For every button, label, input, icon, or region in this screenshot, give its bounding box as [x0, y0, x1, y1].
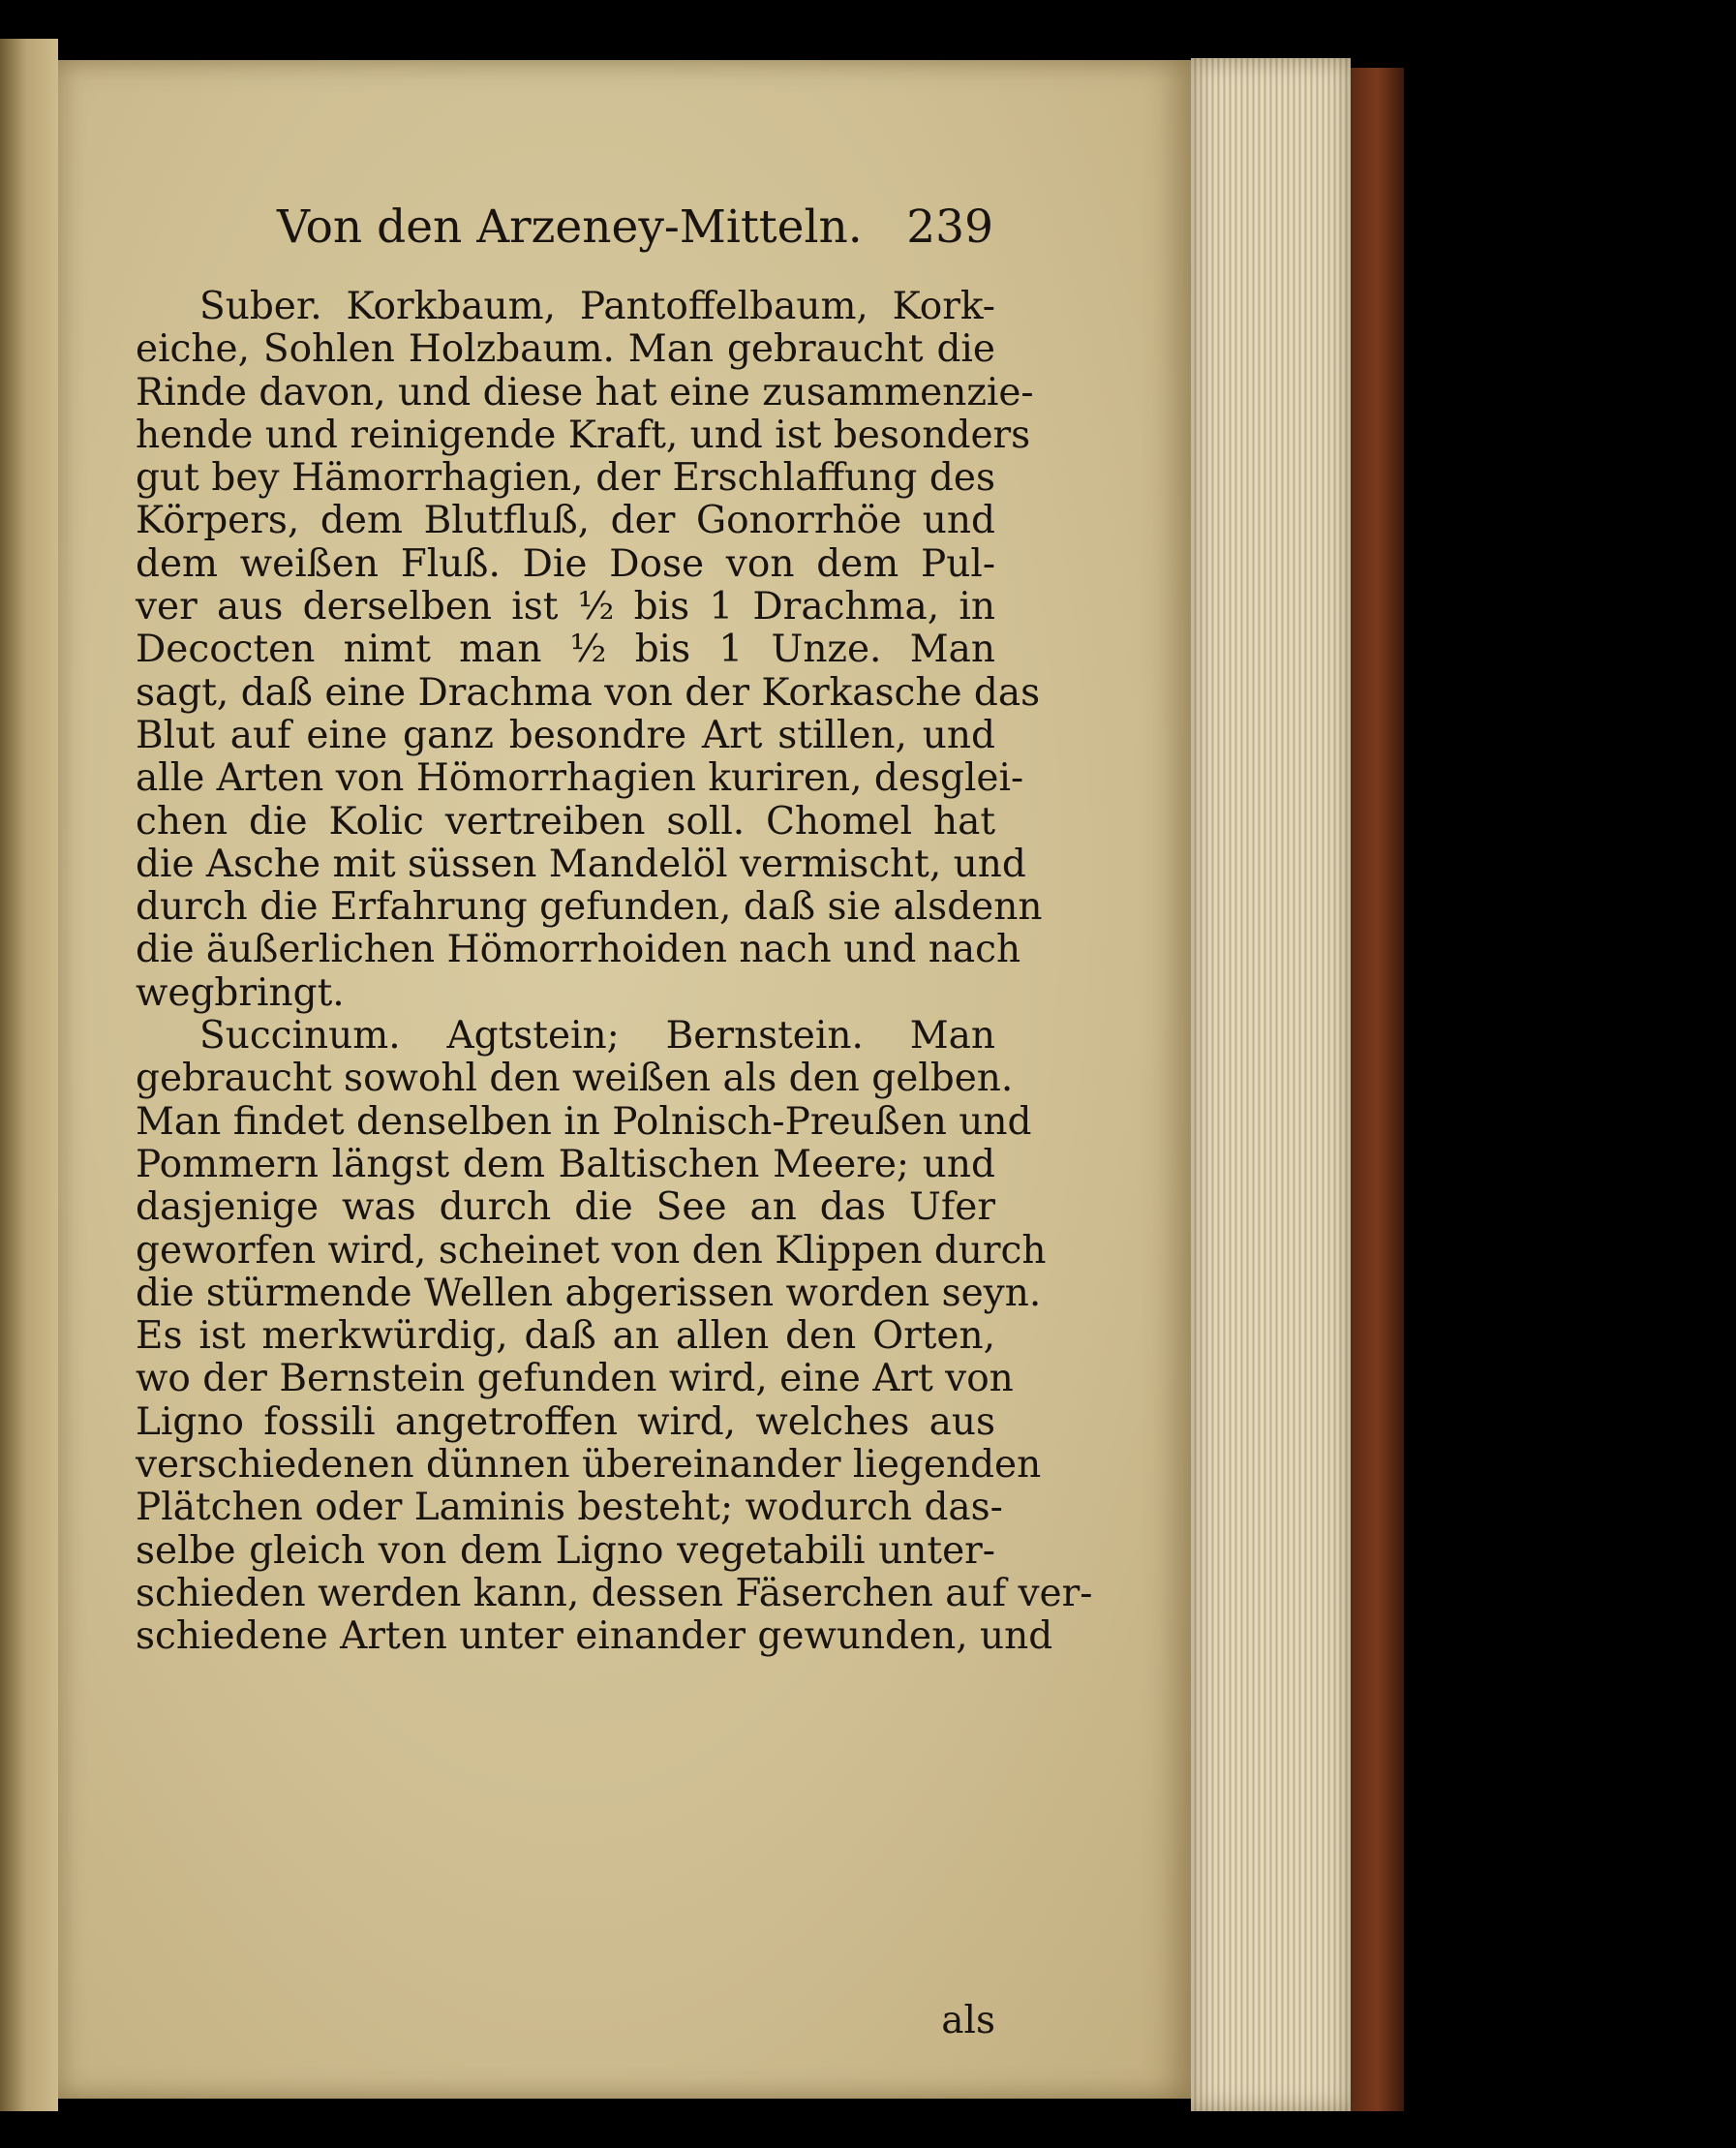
text-line: Plätchen oder Laminis besteht; wodurch das-	[136, 1486, 1003, 1530]
running-title: Von den Arzeney-Mitteln.	[277, 200, 863, 254]
page-number: 239	[906, 200, 993, 254]
page-header	[277, 194, 993, 261]
text-line: Man findet denselben in Polnisch-Preußen und	[136, 1099, 1032, 1144]
text-line: eiche, Sohlen Holzbaum. Man gebraucht die	[136, 327, 995, 372]
book-cover-edge	[1351, 68, 1404, 2111]
catchword: als	[941, 1999, 995, 2042]
text-line: geworfen wird, scheinet von den Klippen durch	[136, 1228, 1047, 1273]
text-line: wo der Bernstein gefunden wird, eine Art von	[136, 1357, 1014, 1401]
text-line: schieden werden kann, dessen Fäserchen auf ver-	[136, 1571, 1093, 1615]
text-line: Decocten nimt man ½ bis 1 Unze. Man	[136, 628, 995, 672]
text-line: wegbringt.	[136, 970, 345, 1015]
text-line: Rinde davon, und diese hat eine zusammenzie-	[136, 370, 1034, 414]
text-line: verschiedenen dünnen übereinander liegenden	[136, 1443, 1042, 1488]
text-line: Succinum. Agtstein; Bernstein. Man	[199, 1014, 995, 1059]
text-line: selbe gleich von dem Ligno vegetabili unter-	[136, 1528, 995, 1573]
text-line: gebraucht sowohl den weißen als den gelben.	[136, 1057, 1014, 1101]
text-line: durch die Erfahrung gefunden, daß sie alsdenn	[136, 885, 1043, 930]
text-line: dasjenige was durch die See an das Ufer	[136, 1185, 995, 1230]
text-line: die Asche mit süssen Mandelöl vermischt, und	[136, 842, 1026, 886]
text-line: die stürmende Wellen abgerissen worden seyn.	[136, 1271, 1042, 1315]
text-line: Pommern längst dem Baltischen Meere; und	[136, 1142, 995, 1186]
page-block-edge	[1191, 58, 1351, 2111]
text-line: ver aus derselben ist ½ bis 1 Drachma, in	[136, 585, 995, 629]
text-line: schiedene Arten unter einander gewunden, und	[136, 1614, 1053, 1659]
facing-page-edge	[0, 39, 58, 2111]
text-line: die äußerlichen Hömorrhoiden nach und nach	[136, 928, 1021, 972]
text-line: alle Arten von Hömorrhagien kuriren, desglei-	[136, 756, 1024, 801]
text-line: gut bey Hämorrhagien, der Erschlaffung des	[136, 456, 995, 501]
text-line: Suber. Korkbaum, Pantoffelbaum, Kork-	[199, 285, 995, 328]
text-line: sagt, daß eine Drachma von der Korkasche das	[136, 670, 1041, 715]
text-line: Körpers, dem Blutfluß, der Gonorrhöe und	[136, 499, 995, 543]
text-line: Ligno fossili angetroffen wird, welches aus	[136, 1399, 995, 1444]
text-line: Es ist merkwürdig, daß an allen den Orten,	[136, 1314, 995, 1359]
text-line: hende und reinigende Kraft, und ist besonders	[136, 413, 1031, 457]
text-line: Blut auf eine ganz besondre Art stillen, und	[136, 713, 995, 757]
body-text	[136, 285, 1093, 2042]
text-line: chen die Kolic vertreiben soll. Chomel hat	[136, 799, 995, 844]
text-line: dem weißen Fluß. Die Dose von dem Pul-	[136, 541, 995, 586]
